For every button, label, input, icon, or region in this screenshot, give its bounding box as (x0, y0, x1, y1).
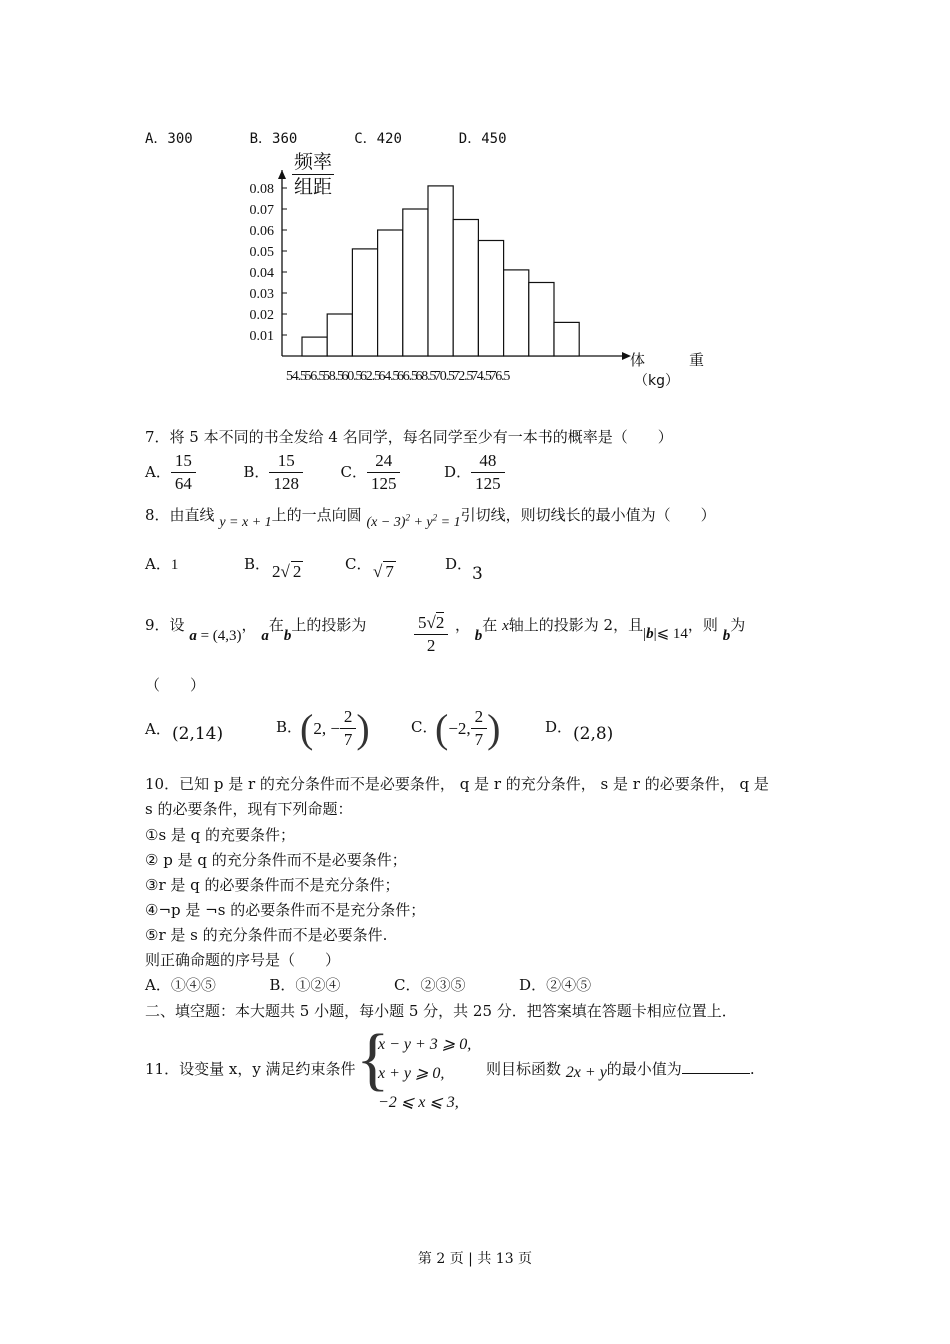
q9-option-d-value: (2,8) (573, 724, 614, 744)
q6-option-a: A．300 (145, 131, 193, 147)
q9-option-a-value: (2,14) (172, 724, 224, 744)
q8-option-a: A．1 (145, 555, 179, 573)
x-tick-labels: 54.5 56.5 58.5 60.5 62.5 64.5 66.5 68.5 70.5 72.5 74.5 76.5 (286, 369, 510, 384)
histogram-bar (428, 186, 453, 356)
q10-line-2: s 的必要条件，现有下列命题： (145, 800, 353, 818)
q6-options (145, 128, 507, 148)
q7-option-c: C． $\frac{24}{125}$ (341, 463, 401, 481)
q11-pre: 11．设变量 x，y 满足约束条件 (145, 1060, 356, 1078)
q10-line-1: 10．已知 p 是 r 的充分条件而不是必要条件， q 是 r 的充分条件， s 是 r 的必要条件， q 是 (145, 775, 769, 793)
q6-option-b: B．360 (249, 131, 298, 147)
q10-options (145, 974, 591, 995)
q11-answer-blank (682, 1059, 750, 1074)
q8-line-equation: y = x + 1 (219, 515, 272, 530)
histogram-bar (504, 270, 529, 356)
histogram-bar (327, 314, 352, 356)
q11-constraint-3: −2 ⩽ x ⩽ 3, (378, 1094, 459, 1111)
x-axis-label-2: 重 (689, 351, 705, 369)
q7-option-a: A． $\frac{15}{64}$ (145, 463, 196, 481)
q11-brace: { (356, 1021, 390, 1098)
page-footer: 第 2 页 | 共 13 页 (417, 1251, 533, 1267)
q8-option-c-value: √ 7 (373, 562, 394, 581)
q11-constraint-1: x − y + 3 ⩾ 0, (378, 1036, 472, 1053)
q11-post: 则目标函数 2x + y的最小值为 . (486, 1060, 755, 1081)
y-tick-label: 0.07 (249, 203, 274, 218)
q10-statement-1: ①s 是 q 的充要条件； (145, 826, 296, 844)
q11-objective: 2x + y (565, 1064, 607, 1081)
q10-statement-2: ② p 是 q 的充分条件而不是必要条件； (145, 851, 407, 869)
section-2-heading: 二、填空题：本大题共 5 小题，每小题 5 分，共 25 分．把答案填在答题卡相应位置上． (145, 1002, 737, 1020)
q8-circle-equation: $(x - 3)^2 + y^2 = 1$ (366, 512, 461, 530)
x-axis-label-1: 体 (630, 351, 646, 369)
q8-option-c: C． (345, 555, 372, 573)
q9-option-d: D． (545, 718, 573, 736)
q9-option-c-value: ( −2, $\frac{2}{7}$ ) (435, 706, 501, 751)
histogram-bar (378, 230, 403, 356)
q8-option-b-value: 2√ 2 (272, 562, 302, 581)
q9-stem: 9．设 a = (4,3)， a在b上的投影为 (145, 616, 367, 644)
y-axis-label (292, 150, 334, 199)
histogram-bar (478, 241, 503, 357)
q8-stem: 8．由直线 y = x + 1上的一点向圆 $(x - 3)^2 + y^2 = 1$引切线，则切线长的最小值为（ ） (145, 506, 716, 530)
q7-options (145, 450, 505, 495)
q9-option-b-value: ( 2, − $\frac{2}{7}$ ) (300, 706, 370, 751)
q9-option-c: C． (411, 718, 438, 736)
histogram-bar (403, 209, 428, 356)
q10-statements (145, 823, 425, 973)
q8-option-d: D． (445, 555, 473, 573)
q10-statement-5: ⑤r 是 s 的充分条件而不是必要条件. (145, 926, 388, 944)
y-axis-arrow (278, 170, 286, 179)
q10-option-a: A．①④⑤ (145, 976, 216, 994)
q6-option-c: C．420 (354, 131, 402, 147)
q6-option-d: D．450 (458, 131, 507, 147)
y-tick-label: 0.05 (249, 245, 274, 260)
q10-statement-4: ④¬p 是 ¬s 的必要条件而不是充分条件； (145, 901, 426, 919)
histogram-bar (352, 249, 377, 356)
q9-stem-2: ， b在 x轴上的投影为 2，且|b|⩽ 14，则 b为 (455, 616, 746, 644)
y-tick-label: 0.03 (249, 287, 274, 302)
histogram-bar (554, 322, 579, 356)
q10-option-d: D．②④⑤ (519, 976, 592, 994)
y-label-numerator: 频率 (294, 151, 333, 173)
histogram-bar (529, 283, 554, 357)
q10-statement-3: ③r 是 q 的必要条件而不是充分条件； (145, 876, 400, 894)
q9-option-b: B． (276, 718, 303, 736)
y-tick-label: 0.06 (249, 224, 274, 239)
y-tick-label: 0.08 (249, 182, 274, 197)
y-tick-label: 0.04 (249, 266, 274, 281)
histogram-bar (453, 220, 478, 357)
y-tick-label: 0.02 (249, 308, 274, 323)
q7-stem: 7．将 5 本不同的书全发给 4 名同学，每名同学至少有一本书的概率是（ ） (145, 428, 673, 446)
q8-options (145, 553, 178, 574)
q11-constraints (378, 1030, 471, 1117)
histogram-bar (302, 337, 327, 356)
q9-projection-fraction: $\frac{5√2}{2}$ (414, 612, 448, 657)
y-tick-label: 0.01 (249, 329, 274, 344)
q9-option-a: A． (145, 720, 171, 738)
q10-ask: 则正确命题的序号是（ ） (145, 951, 341, 969)
q11-constraint-2: x + y ⩾ 0, (378, 1065, 445, 1082)
x-axis-unit: （kg） (634, 373, 679, 389)
q7-option-d: D． $\frac{48}{125}$ (444, 463, 505, 481)
q8-option-d-value: 3 (472, 564, 483, 584)
q9-paren: （ ） (145, 676, 206, 694)
q10-option-c: C．②③⑤ (394, 976, 466, 994)
q8-option-b: B． (244, 555, 271, 573)
y-label-denominator: 组距 (294, 176, 333, 198)
q7-option-b: B． $\frac{15}{128}$ (243, 463, 303, 481)
q10-option-b: B．①②④ (269, 976, 341, 994)
